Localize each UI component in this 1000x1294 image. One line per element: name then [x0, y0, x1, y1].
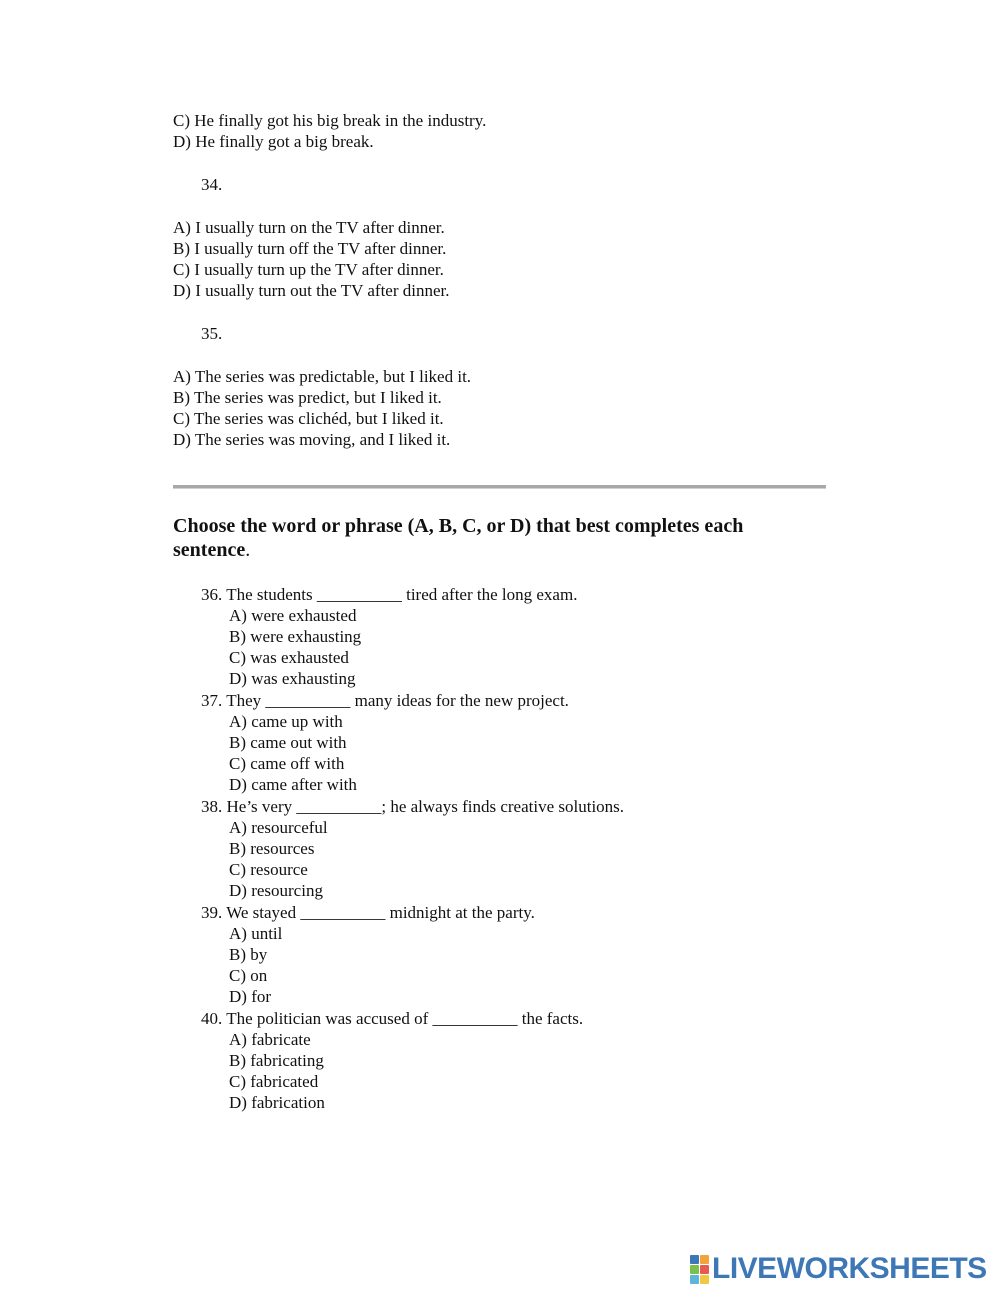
option-q39-a[interactable]: A) until	[229, 924, 283, 943]
section-heading-text: Choose the word or phrase (A, B, C, or D) that best completes each sentence	[173, 515, 744, 561]
section-divider	[173, 485, 826, 489]
liveworksheets-logo-icon	[690, 1255, 709, 1284]
option-q36-c[interactable]: C) was exhausted	[229, 648, 349, 667]
question-stem-36: 36. The students __________ tired after the long exam.	[201, 585, 578, 604]
option-q35-b[interactable]: B) The series was predict, but I liked it.	[173, 388, 442, 407]
logo-tile	[700, 1265, 709, 1274]
option-q33-c[interactable]: C) He finally got his big break in the industry.	[173, 111, 487, 130]
option-q35-d[interactable]: D) The series was moving, and I liked it.	[173, 430, 451, 449]
question-number-34: 34.	[201, 175, 223, 194]
question-stem-39: 39. We stayed __________ midnight at the party.	[201, 903, 535, 922]
option-q33-d[interactable]: D) He finally got a big break.	[173, 132, 374, 151]
option-q39-d[interactable]: D) for	[229, 987, 272, 1006]
option-q37-d[interactable]: D) came after with	[229, 775, 357, 794]
option-q37-c[interactable]: C) came off with	[229, 754, 345, 773]
option-q34-c[interactable]: C) I usually turn up the TV after dinner.	[173, 260, 444, 279]
option-q37-a[interactable]: A) came up with	[229, 712, 343, 731]
option-q35-c[interactable]: C) The series was clichéd, but I liked it.	[173, 409, 444, 428]
logo-wordmark: LIVEWORKSHEETS	[712, 1252, 987, 1285]
logo-tile	[690, 1275, 699, 1284]
section-heading	[173, 514, 813, 562]
option-q35-a[interactable]: A) The series was predictable, but I liked it.	[173, 367, 472, 386]
option-q40-b[interactable]: B) fabricating	[229, 1051, 324, 1070]
logo-tile	[700, 1275, 709, 1284]
section-heading-period: .	[245, 539, 251, 561]
logo-tile	[690, 1255, 699, 1264]
option-q40-d[interactable]: D) fabrication	[229, 1093, 325, 1112]
option-q36-b[interactable]: B) were exhausting	[229, 627, 362, 646]
question-stem-37: 37. They __________ many ideas for the new project.	[201, 691, 569, 710]
question-number-35: 35.	[201, 324, 223, 343]
logo-tile	[700, 1255, 709, 1264]
option-q39-b[interactable]: B) by	[229, 945, 268, 964]
option-q40-a[interactable]: A) fabricate	[229, 1030, 311, 1049]
option-q38-b[interactable]: B) resources	[229, 839, 315, 858]
option-q34-a[interactable]: A) I usually turn on the TV after dinner.	[173, 218, 445, 237]
question-stem-38: 38. He’s very __________; he always finds creative solutions.	[201, 797, 625, 816]
question-stem-40: 40. The politician was accused of __________ the facts.	[201, 1009, 584, 1028]
liveworksheets-logo	[690, 1254, 987, 1284]
option-q34-d[interactable]: D) I usually turn out the TV after dinner.	[173, 281, 450, 300]
option-q38-c[interactable]: C) resource	[229, 860, 308, 879]
logo-tile	[690, 1265, 699, 1274]
option-q36-a[interactable]: A) were exhausted	[229, 606, 357, 625]
option-q40-c[interactable]: C) fabricated	[229, 1072, 319, 1091]
option-q37-b[interactable]: B) came out with	[229, 733, 347, 752]
option-q39-c[interactable]: C) on	[229, 966, 268, 985]
option-q38-d[interactable]: D) resourcing	[229, 881, 323, 900]
option-q34-b[interactable]: B) I usually turn off the TV after dinner.	[173, 239, 447, 258]
option-q36-d[interactable]: D) was exhausting	[229, 669, 356, 688]
option-q38-a[interactable]: A) resourceful	[229, 818, 328, 837]
